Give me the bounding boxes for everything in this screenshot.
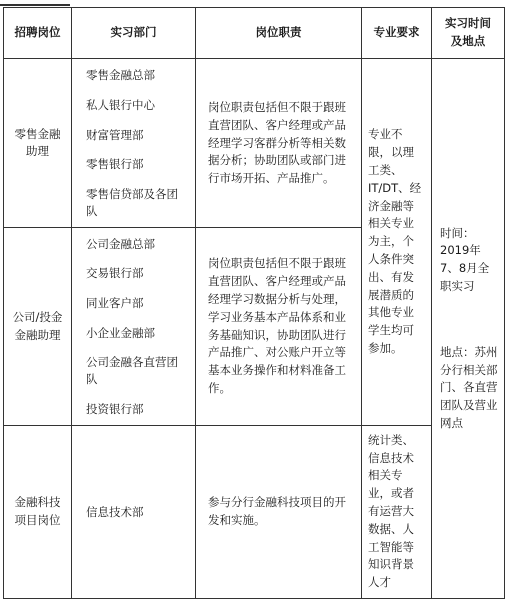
position-line: 金融科技 [14,495,61,510]
position-cell [4,228,72,425]
header-position: 招聘岗位 [4,8,72,59]
position-line: 助理 [26,144,49,159]
department-cell [72,59,196,228]
duties-cell: 岗位职责包括但不限于跟班直营团队、客户经理或产品经理学习客群分析等相关数据分析；协助团队或部门进行市场开拓、产品推广。 [196,59,362,228]
recruitment-table [3,7,505,599]
department-item: 零售银行部 [86,157,144,172]
header-time-place-line2: 及地点 [450,34,486,49]
department-cell [72,425,196,598]
internship-place: 地点：苏州分行相关部门、各直营团队及营业网点 [440,344,498,431]
department-item: 小企业金融部 [86,325,155,340]
table-row [4,59,505,228]
header-department: 实习部门 [72,8,196,59]
department-item: 同业客户部 [86,296,144,311]
department-item: 财富管理部 [86,127,144,142]
requirements-cell: 专业不限，以理工类、IT/DT、经济金融等相关专业为主，个人条件突出、有发展潜质的其他专业学生均可参加。 [362,59,432,425]
department-cell [72,228,196,425]
time-place-cell [432,59,505,599]
header-requirements: 专业要求 [362,8,432,59]
duties-cell: 参与分行金融科技项目的开发和实施。 [196,425,362,598]
duties-cell: 岗位职责包括但不限于跟班直营团队、客户经理或产品经理学习数据分析与处理，学习业务基本产品体系和业务基础知识，协助团队进行产品推广、对公账户开立等基本业务操作和材料准备工作。 [196,228,362,425]
department-item: 零售金融总部 [86,68,155,83]
position-cell [4,425,72,598]
department-item: 公司金融总部 [86,236,155,251]
department-item: 投资银行部 [86,401,144,416]
header-time-place-line1: 实习时间 [445,16,491,31]
internship-time: 时间：2019年7、8月全职实习 [440,225,490,293]
top-cropped-line [0,0,507,6]
position-cell [4,59,72,228]
department-item: 交易银行部 [86,266,144,281]
department-item: 公司金融各直营团队 [86,355,178,387]
department-item: 私人银行中心 [86,98,155,113]
header-duties: 岗位职责 [196,8,362,59]
department-item: 信息技术部 [86,504,144,519]
table-row [4,425,505,598]
position-line: 金融助理 [14,327,61,342]
position-line: 公司/投金 [12,309,63,324]
department-item: 零售信贷部及各团队 [86,187,178,218]
header-row [4,8,505,59]
position-line: 项目岗位 [14,512,61,527]
position-line: 零售金融 [14,126,61,141]
header-time-place [432,8,505,59]
requirements-cell: 统计类、信息技术相关专业，或者有运营大数据、人工智能等知识背景人才 [362,425,432,598]
